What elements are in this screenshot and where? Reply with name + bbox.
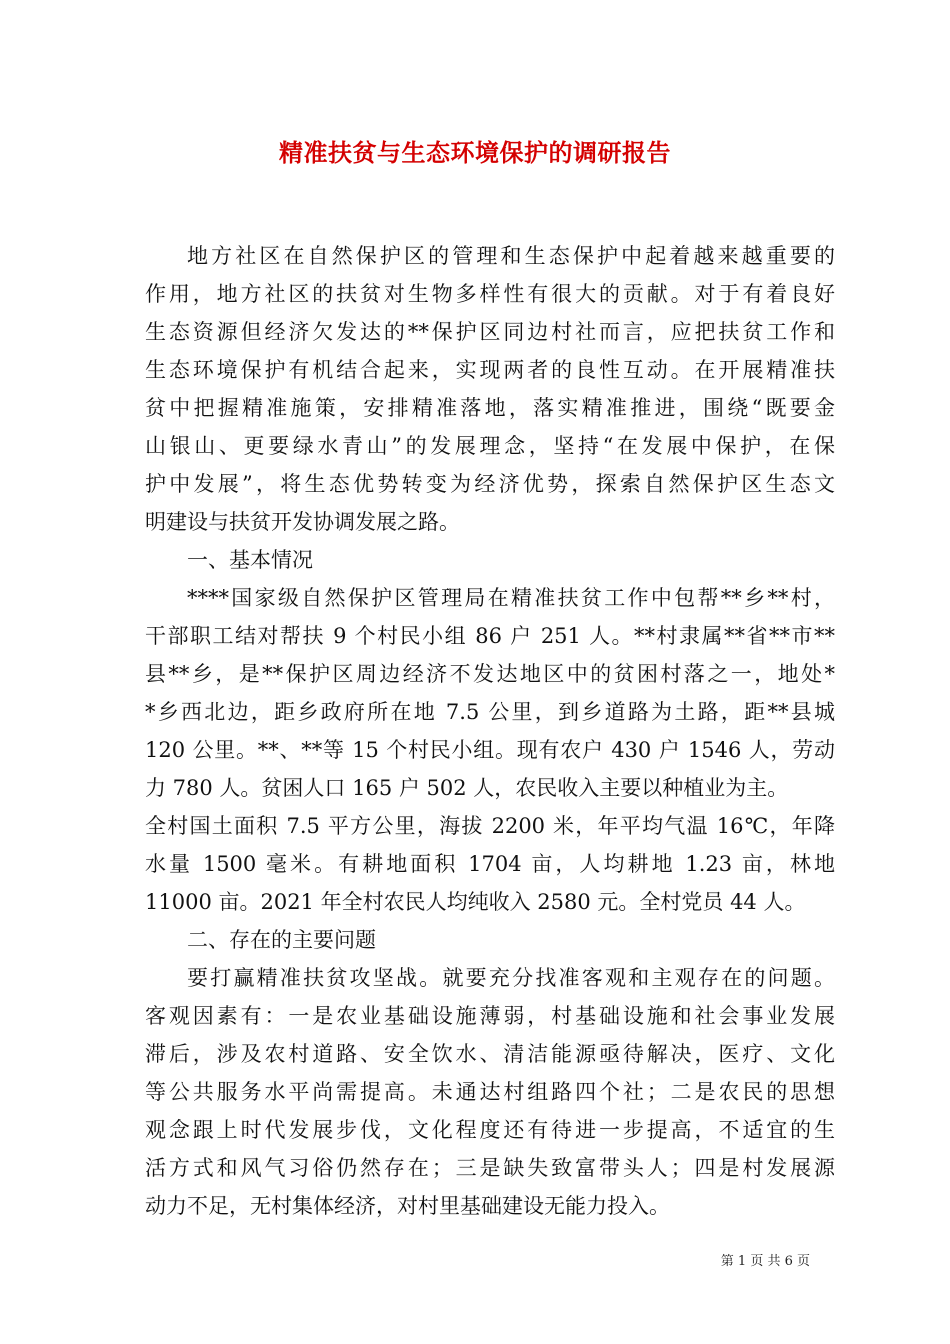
paragraph-line: *乡西北边，距乡政府所在地 7.5 公里，到乡道路为土路，距**县城	[145, 700, 835, 724]
paragraph-line: 生态环境保护有机结合起来，实现两者的良性互动。在开展精准扶	[145, 358, 835, 382]
paragraph-line: 县**乡，是**保护区周边经济不发达地区中的贫困村落之一，地处*	[145, 662, 835, 686]
paragraph-line: 滞后，涉及农村道路、安全饮水、清洁能源亟待解决，医疗、文化	[145, 1042, 835, 1066]
paragraph-line: 作用，地方社区的扶贫对生物多样性有很大的贡献。对于有着良好	[145, 282, 835, 306]
paragraph-line: 等公共服务水平尚需提高。未通达村组路四个社；二是农民的思想	[145, 1080, 835, 1104]
paragraph-line: 山银山、更要绿水青山”的发展理念，坚持“在发展中保护，在保	[145, 434, 835, 458]
paragraph-line: 护中发展”，将生态优势转变为经济优势，探索自然保护区生态文	[145, 472, 835, 496]
paragraph-line: 客观因素有：一是农业基础设施薄弱，村基础设施和社会事业发展	[145, 1004, 835, 1028]
paragraph-line: 水量 1500 毫米。有耕地面积 1704 亩，人均耕地 1.23 亩，林地	[145, 852, 835, 876]
paragraph-line: 全村国土面积 7.5 平方公里，海拔 2200 米，年平均气温 16℃，年降	[145, 814, 835, 838]
paragraph-line: 活方式和风气习俗仍然存在；三是缺失致富带头人；四是村发展源	[145, 1156, 835, 1180]
paragraph-line: 明建设与扶贫开发协调发展之路。	[145, 510, 460, 534]
section-heading-basic-situation: 一、基本情况	[187, 548, 313, 572]
page-number: 第 1 页 共 6 页	[720, 1254, 810, 1269]
paragraph-line: 动力不足，无村集体经济，对村里基础建设无能力投入。	[145, 1194, 670, 1218]
document-title: 精准扶贫与生态环境保护的调研报告	[279, 138, 671, 167]
paragraph-line: 120 公里。**、**等 15 个村民小组。现有农户 430 户 1546 人，劳动	[145, 738, 835, 762]
paragraph-line: 地方社区在自然保护区的管理和生态保护中起着越来越重要的	[187, 244, 835, 268]
paragraph-line: 要打赢精准扶贫攻坚战。就要充分找准客观和主观存在的问题。	[187, 966, 835, 990]
paragraph-line: 力 780 人。贫困人口 165 户 502 人，农民收入主要以种植业为主。	[145, 776, 789, 800]
paragraph-line: 生态资源但经济欠发达的**保护区同边村社而言，应把扶贫工作和	[145, 320, 835, 344]
paragraph-line: ****国家级自然保护区管理局在精准扶贫工作中包帮**乡**村，	[187, 586, 835, 610]
paragraph-line: 观念跟上时代发展步伐，文化程度还有待进一步提高，不适宜的生	[145, 1118, 835, 1142]
paragraph-line: 干部职工结对帮扶 9 个村民小组 86 户 251 人。**村隶属**省**市**	[145, 624, 835, 648]
paragraph-line: 11000 亩。2021 年全村农民人均纯收入 2580 元。全村党员 44 人。	[145, 890, 806, 914]
paragraph-line: 贫中把握精准施策，安排精准落地，落实精准推进，围绕“既要金	[145, 396, 835, 420]
section-heading-main-problems: 二、存在的主要问题	[187, 928, 376, 952]
